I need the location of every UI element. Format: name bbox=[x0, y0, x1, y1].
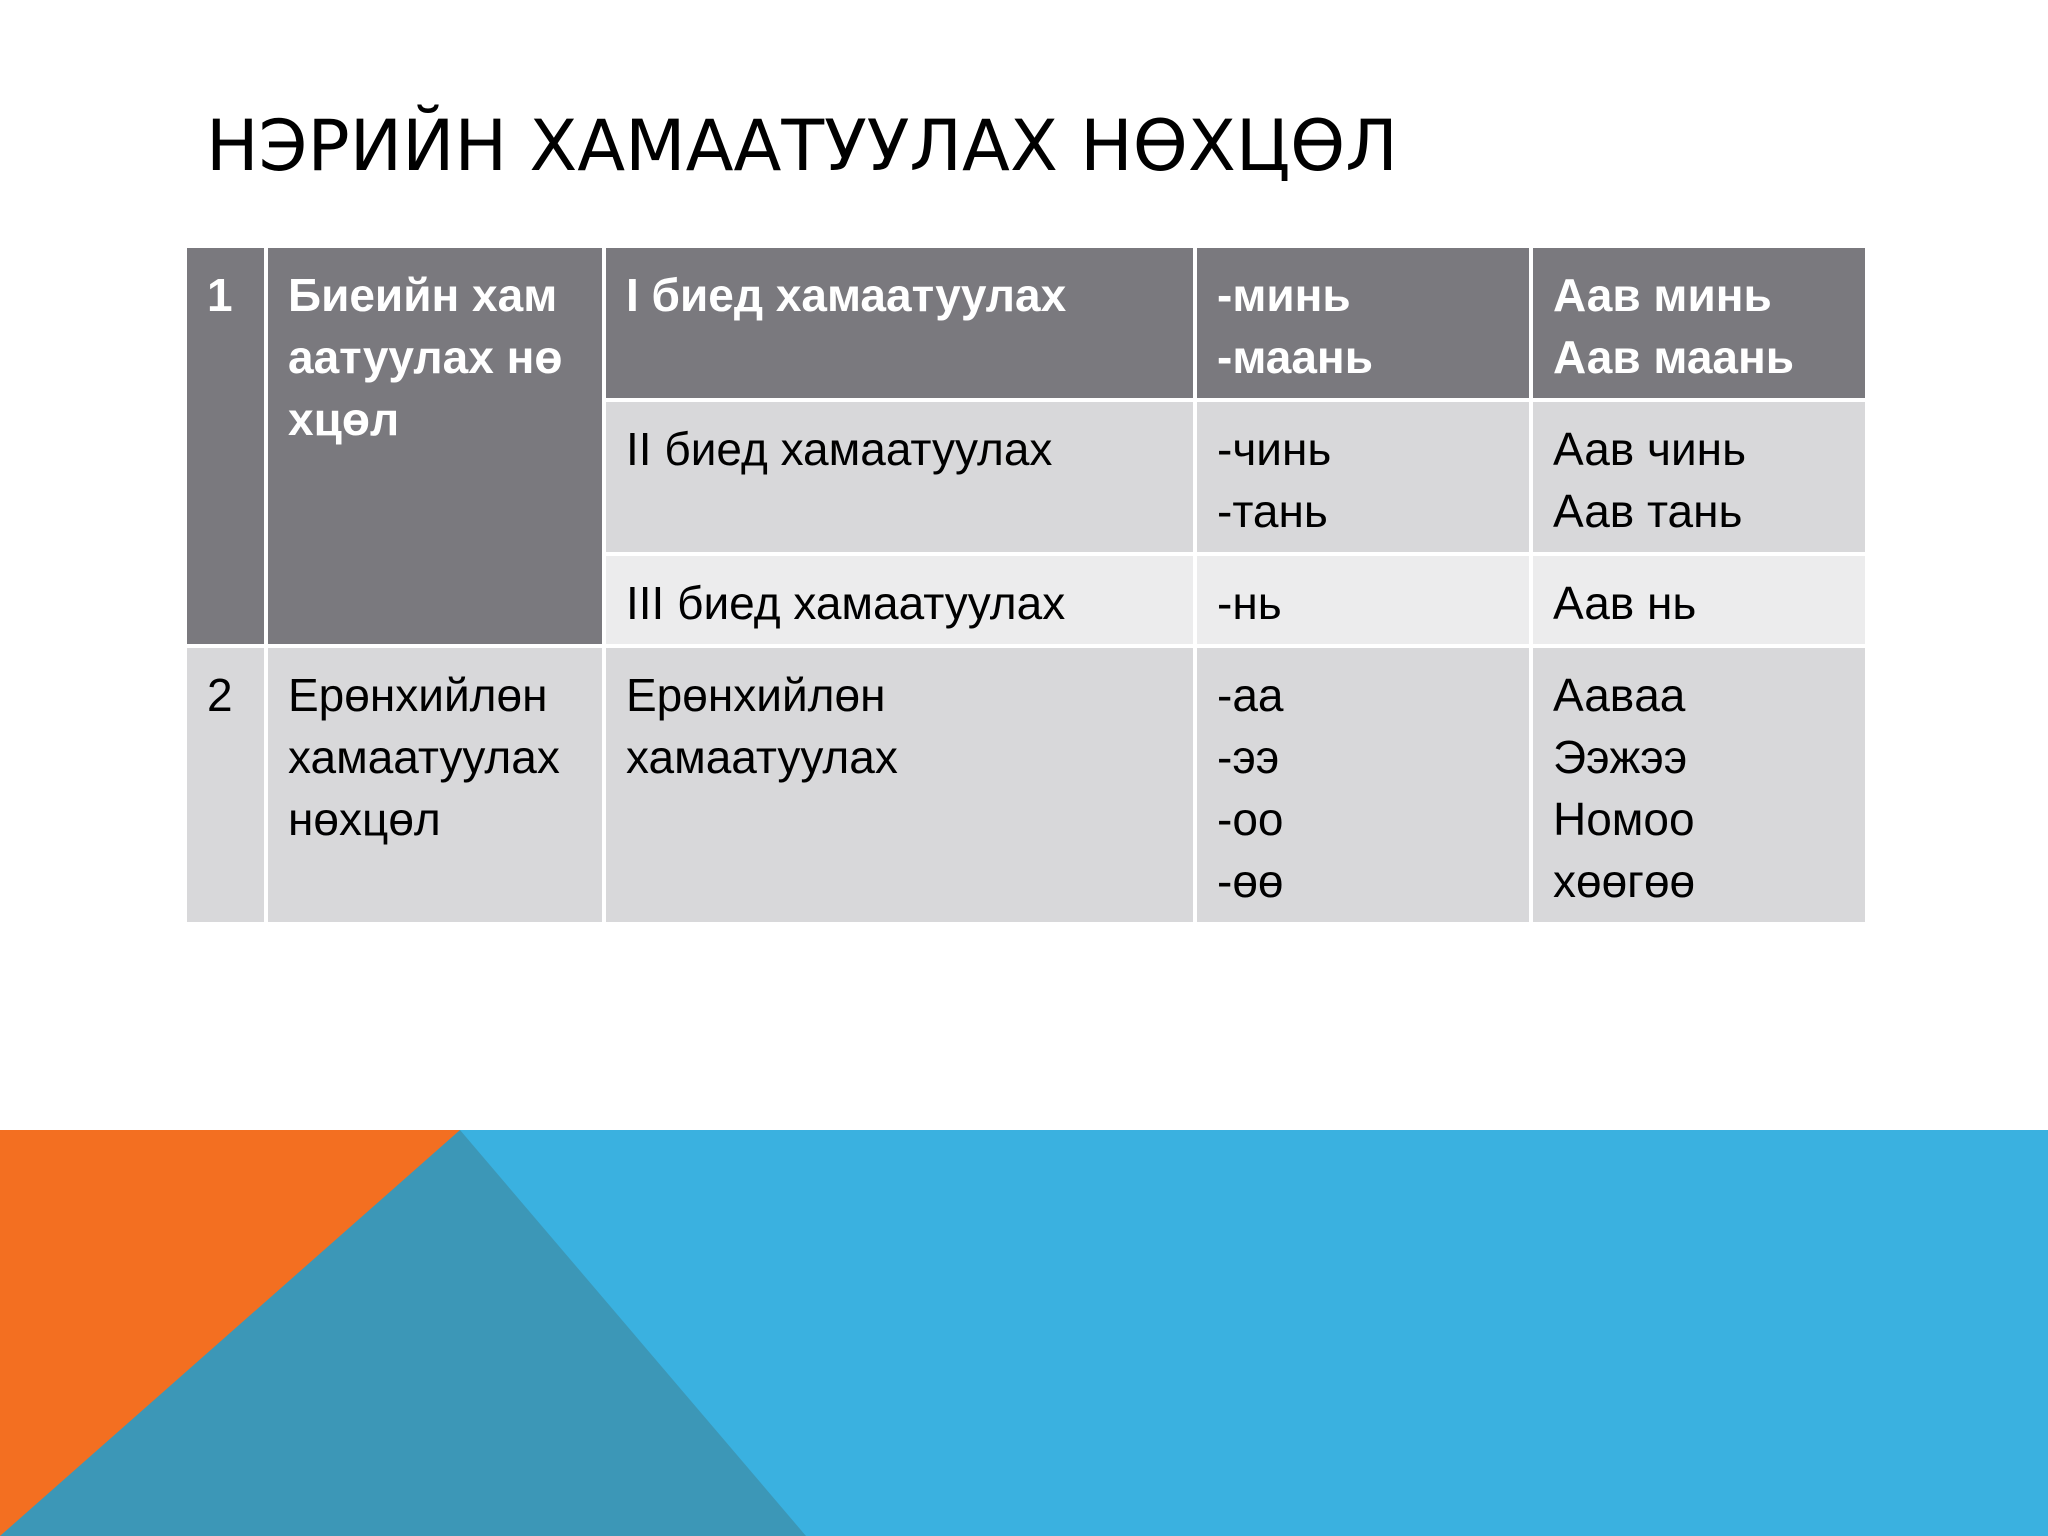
suffix: -өө bbox=[1217, 855, 1284, 907]
example: Аав чинь bbox=[1553, 423, 1747, 475]
person-label: II биед хамаатуулах bbox=[626, 423, 1053, 475]
suffix-cell bbox=[1195, 400, 1531, 554]
person-cell bbox=[604, 246, 1195, 400]
suffix-cell bbox=[1195, 554, 1531, 646]
example: Номоо bbox=[1553, 793, 1695, 845]
example: Аав маань bbox=[1553, 331, 1795, 383]
suffix: -тань bbox=[1217, 485, 1328, 537]
person-label: III биед хамаатуулах bbox=[626, 577, 1066, 629]
suffix: -нь bbox=[1217, 577, 1282, 629]
category-cell bbox=[266, 646, 604, 924]
example-cell bbox=[1531, 400, 1867, 554]
example: Аав нь bbox=[1553, 577, 1697, 629]
row-number-cell bbox=[185, 246, 266, 646]
person-label: I биед хамаатуулах bbox=[626, 269, 1067, 321]
category-label: Биеийн хамаатуулах нөхцөл bbox=[288, 269, 563, 445]
suffix: -оо bbox=[1217, 793, 1284, 845]
example: Аав тань bbox=[1553, 485, 1743, 537]
example: Аав минь bbox=[1553, 269, 1772, 321]
slide-title: НЭРИЙН ХАМААТУУЛАХ НӨХЦӨЛ bbox=[206, 105, 1398, 187]
example-cell bbox=[1531, 554, 1867, 646]
person-cell bbox=[604, 554, 1195, 646]
table-row-first-person bbox=[185, 246, 1867, 400]
suffix: -ээ bbox=[1217, 731, 1280, 783]
category-cell bbox=[266, 246, 604, 646]
suffix: -маань bbox=[1217, 331, 1373, 383]
grammar-table bbox=[183, 244, 1869, 926]
suffix-cell bbox=[1195, 246, 1531, 400]
example-cell bbox=[1531, 646, 1867, 924]
person-label: Ерөнхийлөн хамаатуулах bbox=[626, 669, 898, 783]
person-cell bbox=[604, 646, 1195, 924]
example: Аавaa bbox=[1553, 669, 1686, 721]
table-row-general bbox=[185, 646, 1867, 924]
example: Ээжээ bbox=[1553, 731, 1688, 783]
suffix: -минь bbox=[1217, 269, 1351, 321]
suffix: -чинь bbox=[1217, 423, 1332, 475]
suffix-cell bbox=[1195, 646, 1531, 924]
example-cell bbox=[1531, 246, 1867, 400]
row-number: 1 bbox=[207, 269, 233, 321]
category-label: Ерөнхийлөн хамаатуулах нөхцөл bbox=[288, 669, 560, 845]
decorative-footer bbox=[0, 1130, 2048, 1536]
suffix: -аа bbox=[1217, 669, 1284, 721]
person-cell bbox=[604, 400, 1195, 554]
row-number-cell bbox=[185, 646, 266, 924]
row-number: 2 bbox=[207, 669, 233, 721]
example: хөөгөө bbox=[1553, 855, 1696, 907]
